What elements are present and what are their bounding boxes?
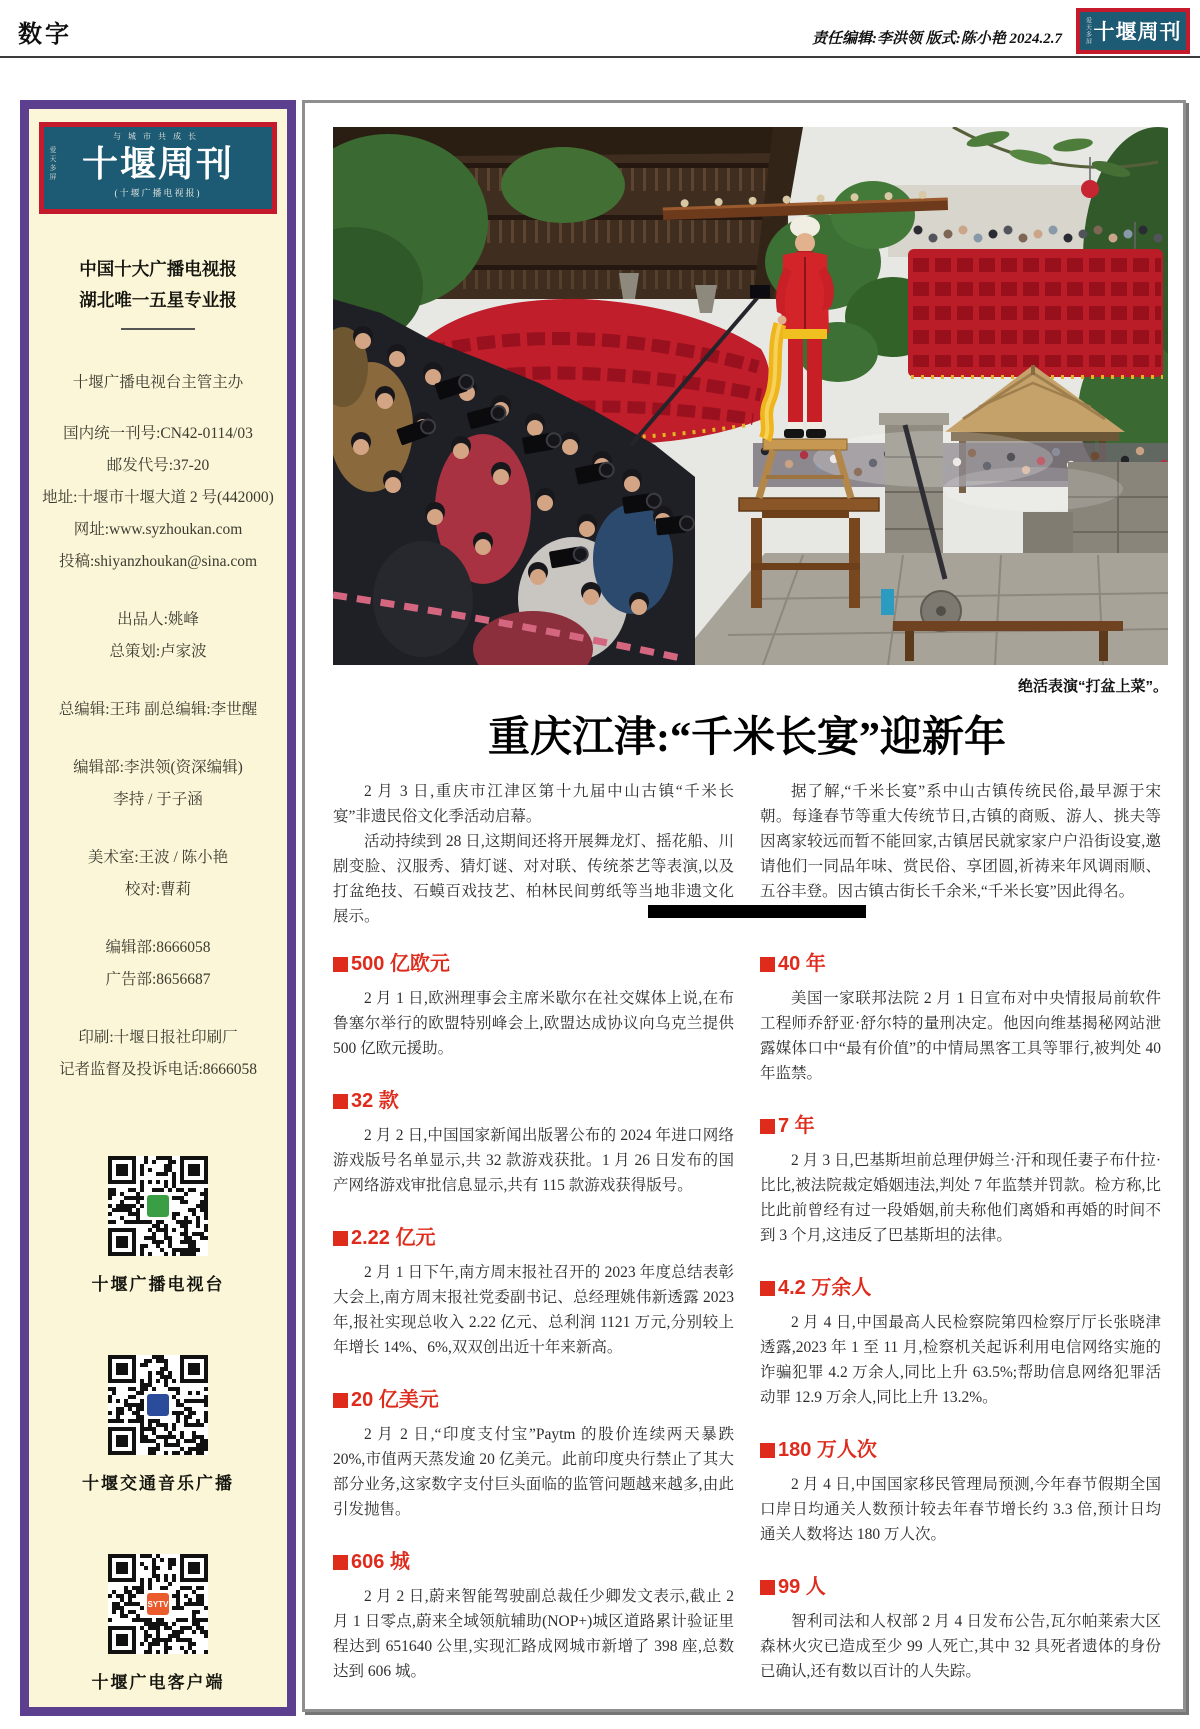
brief-body: 2 月 4 日,中国最高人民检察院第四检察厅厅长张晓津透露,2023 年 1 至 11 月,检察机关起诉利用电信网络实施的诈骗犯罪 4.2 万余人,同比上升 63.5%;帮助信息网络犯罪活动罪 12.9 万余人,同比上升 13.2%。 xyxy=(760,1314,1161,1406)
brief-body: 智利司法和人权部 2 月 4 日发布公告,瓦尔帕莱索大区森林火灾已造成至少 99 人死亡,其中 32 具死者遗体的身份已确认,还有数以百计的人失踪。 xyxy=(760,1613,1161,1680)
brief-body: 2 月 4 日,中国国家移民管理局预测,今年春节假期全国口岸日均通关人数预计较去年春节增长约 3.3 倍,预计日均通关人数将达 180 万人次。 xyxy=(760,1476,1161,1543)
article-paragraph: 2 月 3 日,重庆市江津区第十九届中山古镇“千米长宴”非遗民俗文化季活动启幕。 xyxy=(333,783,734,825)
news-brief xyxy=(760,953,1161,1086)
sidebar-block xyxy=(29,1022,287,1086)
brief-body: 2 月 2 日,“印度支付宝”Paytm 的股价连续两天暴跌 20%,市值两天蒸发逾 20 亿美元。此前印度央行禁止了其大部分业务,这家数字支付巨头面临的监管问题越来越多,由此引发抛售。 xyxy=(333,1426,734,1518)
sidebar-line: 国内统一刊号:CN42-0114/03 xyxy=(63,425,253,442)
brief-heading xyxy=(760,1115,1161,1137)
honor-line: 湖北唯一五星专业报 xyxy=(79,290,237,310)
sidebar-line: 出品人:姚峰 xyxy=(117,611,199,628)
brief-body: 2 月 2 日,中国国家新闻出版署公布的 2024 年进口网络游戏版号名单显示,共 32 款游戏获批。1 月 26 日发布的国产网络游戏审批信息显示,共有 115 款游戏获得版号。 xyxy=(333,1127,734,1194)
sidebar-line: 印刷:十堰日报社印刷厂 xyxy=(78,1029,238,1046)
corner-logo-title: 十堰周刊 xyxy=(1093,20,1182,44)
red-square-bullet xyxy=(760,1281,775,1296)
news-briefs xyxy=(333,953,1161,1713)
brief-heading xyxy=(333,1551,734,1573)
briefs-column-right xyxy=(760,953,1161,1713)
qr-label: 十堰广电客户端 xyxy=(91,1673,225,1692)
sidebar-block xyxy=(29,932,287,996)
brief-heading xyxy=(760,1277,1161,1299)
sidebar-line: 编辑部:8666058 xyxy=(105,939,211,956)
masthead-sidebar xyxy=(20,100,296,1716)
sidebar-line: 地址:十堰市十堰大道 2 号(442000) xyxy=(42,489,274,506)
corner-masthead-logo xyxy=(1076,8,1190,54)
sidebar-line: 李持 / 于子涵 xyxy=(113,791,203,808)
red-square-bullet xyxy=(760,1443,775,1458)
red-square-bullet xyxy=(333,957,348,972)
news-brief xyxy=(760,1439,1161,1547)
sidebar-block xyxy=(29,842,287,906)
brief-heading-text: 20 亿美元 xyxy=(351,1389,439,1411)
sidebar-line: 总编辑:王玮 副总编辑:李世醒 xyxy=(58,701,258,718)
sidebar-block xyxy=(29,752,287,816)
red-square-bullet xyxy=(333,1094,348,1109)
sidebar-line: 投稿:shiyanzhoukan@sina.com xyxy=(58,553,258,570)
brief-heading-text: 180 万人次 xyxy=(778,1439,877,1461)
news-brief xyxy=(333,1389,734,1522)
honor-line: 中国十大广播电视报 xyxy=(79,259,237,279)
red-square-bullet xyxy=(333,1393,348,1408)
qr-item xyxy=(29,1355,287,1494)
brief-body: 2 月 2 日,蔚来智能驾驶副总裁任少卿发文表示,截止 2 月 1 日零点,蔚来全域领航辅助(NOP+)城区道路累计验证里程达到 651640 公里,实现汇路成网城市新增了 398 座,总数达到 606 城。 xyxy=(333,1588,734,1680)
sidebar-line: 记者监督及投诉电话:8666058 xyxy=(58,1061,258,1078)
brief-heading-text: 7 年 xyxy=(778,1115,815,1137)
news-brief xyxy=(333,1090,734,1198)
honors-divider xyxy=(121,328,195,330)
sidebar-line: 邮发代号:37-20 xyxy=(106,457,210,474)
editor-credits: 责任编辑:李洪领 版式:陈小艳 2024.2.7 xyxy=(812,31,1062,47)
sidebar-line: 美术室:王波 / 陈小艳 xyxy=(87,849,229,866)
brief-heading-text: 500 亿欧元 xyxy=(351,953,450,975)
brief-heading xyxy=(760,1439,1161,1461)
brief-body: 美国一家联邦法院 2 月 1 日宣布对中央情报局前软件工程师乔舒亚·舒尔特的量刑决定。他因向维基揭秘网站泄露媒体口中“最有价值”的中情局黑客工具等罪行,被判处 40 年监禁。 xyxy=(760,990,1161,1082)
brief-body: 2 月 3 日,巴基斯坦前总理伊姆兰·汗和现任妻子布什拉·比比,被法院裁定婚姻违法,判处 7 年监禁并罚款。检方称,比比此前曾经有过一段婚姻,前夫称他们离婚和再婚的时间不到 3 个月,这违反了巴基斯坦的法律。 xyxy=(760,1152,1161,1244)
masthead-logo-box xyxy=(39,122,277,214)
masthead-subtitle: (十堰广播电视报) xyxy=(114,188,202,198)
sidebar-line: 校对:曹莉 xyxy=(124,881,192,898)
brief-body: 2 月 1 日,欧洲理事会主席米歇尔在社交媒体上说,在布鲁塞尔举行的欧盟特别峰会上,欧盟达成协议向乌克兰提供 500 亿欧元援助。 xyxy=(333,990,734,1057)
organizer-line: 十堰广播电视台主管主办 xyxy=(72,374,244,391)
qr-item xyxy=(29,1554,287,1693)
red-square-bullet xyxy=(333,1555,348,1570)
masthead-vertical-text: 爱天多屏 xyxy=(49,146,57,182)
news-brief xyxy=(760,1115,1161,1248)
article-paragraph: 据了解,“千米长宴”系中山古镇传统民俗,最早源于宋朝。每逢春节等重大传统节日,古镇的商贩、游人、挑夫等因离家较远而暂不能回家,古镇居民就家家户户沿街设宴,邀请他们一同品年味、赏民俗、享团圆,祈祷来年风调雨顺、五谷丰登。因古镇古街长千余米,“千米长宴”因此得名。 xyxy=(760,783,1161,900)
sidebar-line: 编辑部:李洪领(资深编辑) xyxy=(73,759,243,776)
article-title: 重庆江津:“千米长宴”迎新年 xyxy=(488,715,1006,761)
news-brief xyxy=(760,1277,1161,1410)
qr-code xyxy=(108,1156,208,1256)
brief-heading-text: 2.22 亿元 xyxy=(351,1227,436,1249)
article-paragraph: 活动持续到 28 日,这期间还将开展舞龙灯、摇花船、川剧变脸、汉服秀、猜灯谜、对对联、传统茶艺等表演,以及打盆绝技、石蟆百戏技艺、柏林民间剪纸等当地非遗文化展示。 xyxy=(333,833,734,925)
news-brief xyxy=(333,953,734,1061)
page-section-label: 数字 xyxy=(18,21,72,48)
qr-code-area xyxy=(29,1156,287,1693)
qr-center-logo-icon xyxy=(145,1193,171,1219)
sidebar-line: 总策划:卢家波 xyxy=(109,643,207,660)
masthead-slogan: 与城市共成长 xyxy=(113,132,203,141)
header-rule xyxy=(0,56,1200,58)
brief-heading xyxy=(760,953,1161,975)
qr-item xyxy=(29,1156,287,1295)
photo-lantern-wall xyxy=(908,249,1163,377)
sidebar-line: 广告部:8656687 xyxy=(105,971,211,988)
sidebar-block xyxy=(29,604,287,668)
brief-heading xyxy=(333,1389,734,1411)
qr-label: 十堰广播电视台 xyxy=(91,1275,225,1294)
qr-center-logo-icon: SYTV xyxy=(145,1591,171,1617)
red-square-bullet xyxy=(333,1231,348,1246)
masthead-title: 十堰周刊 xyxy=(81,144,234,184)
main-content-frame xyxy=(302,100,1186,1712)
news-brief xyxy=(333,1227,734,1360)
honor-lines xyxy=(29,254,287,316)
sidebar-line: 网址:www.syzhoukan.com xyxy=(73,521,243,538)
news-brief xyxy=(760,1576,1161,1684)
briefs-column-left xyxy=(333,953,734,1713)
brief-heading xyxy=(333,1227,734,1249)
brief-heading xyxy=(333,1090,734,1112)
brief-body: 2 月 1 日下午,南方周末报社召开的 2023 年度总结表彰大会上,南方周末报社党委副书记、总经理姚伟新透露 2023 年,报社实现总收入 2.22 亿元、总利润 1121 万元,分别较上年增长 14%、6%,双双创出近十年来新高。 xyxy=(333,1264,734,1356)
brief-heading-text: 32 款 xyxy=(351,1090,399,1112)
photo-caption: 绝活表演“打盆上菜”。 xyxy=(1017,678,1168,695)
sidebar-block xyxy=(29,418,287,578)
qr-label: 十堰交通音乐广播 xyxy=(82,1474,234,1493)
brief-heading xyxy=(333,953,734,975)
brief-heading-text: 606 城 xyxy=(351,1551,410,1573)
section-divider-bar xyxy=(648,905,866,918)
brief-heading-text: 4.2 万余人 xyxy=(778,1277,872,1299)
qr-code xyxy=(108,1355,208,1455)
corner-logo-vertical-text: 爱天多屏 xyxy=(1084,17,1091,45)
red-square-bullet xyxy=(760,957,775,972)
brief-heading-text: 99 人 xyxy=(778,1576,826,1598)
red-square-bullet xyxy=(760,1580,775,1595)
festival-photo xyxy=(333,127,1168,665)
qr-center-logo-icon xyxy=(145,1392,171,1418)
news-brief xyxy=(333,1551,734,1684)
brief-heading-text: 40 年 xyxy=(778,953,826,975)
sidebar-block xyxy=(29,694,287,726)
brief-heading xyxy=(760,1576,1161,1598)
qr-code xyxy=(108,1554,208,1654)
red-square-bullet xyxy=(760,1119,775,1134)
sidebar-info-blocks xyxy=(29,418,287,1086)
